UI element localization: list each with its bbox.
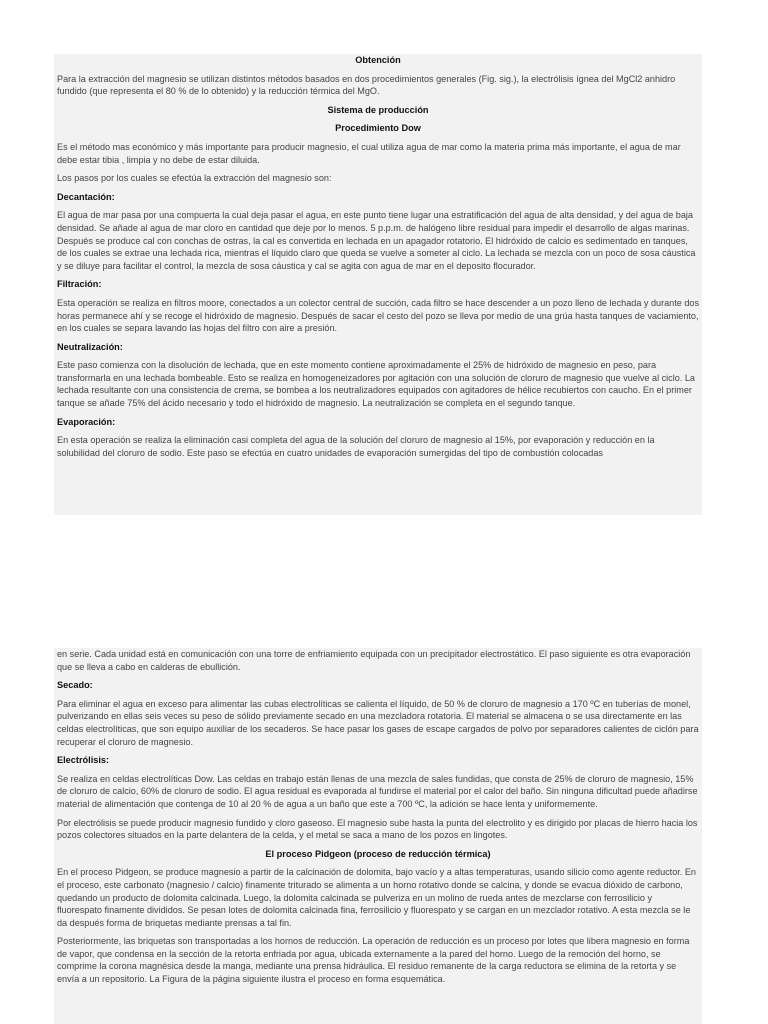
secado-paragraph: Para eliminar el agua en exceso para alimentar las cubas electrolíticas se calienta el líquido, de 50 % de cloruro de magnesio a 170 ºC en tuberías de monel, pulverizando en ellas seis veces su peso de sólido previamente secado en una mezcladora rotatoria. El material se almacena o se usa directamente en las celdas electrolíticas, que son equipo auxiliar de los secaderos. Se hace pasar los gases de escape cargados de polvo por separadores calientes de ciclón para recuperar el cloruro de magnesio. bbox=[57, 698, 699, 747]
decantacion-heading: Decantación: bbox=[57, 191, 115, 202]
page-title: Obtención bbox=[355, 55, 401, 65]
evaporacion-continued-paragraph: en serie. Cada unidad está en comunicación con una torre de enfriamiento equipada con un precipitador electrostático. El paso siguiente es otra evaporación que se lleva a cabo en calderas de ebullición. bbox=[57, 649, 691, 672]
steps-paragraph: Los pasos por los cuales se efectúa la extracción del magnesio son: bbox=[57, 173, 332, 184]
pidgeon-paragraph-1: En el proceso Pidgeon, se produce magnesio a partir de la calcinación de dolomita, bajo vacío y a altas temperaturas, usando silicio como agente reductor. En el proceso, este carbonato (magnesio / calcio) finamente triturado se alimenta a un horno rotativo donde se calcina, y donde se evacua dióxido de carbono, quedando un producto de dolomita calcinada. Luego, la dolomita calcinada se pulveriza en un molino de rueda antes de mezclarse con ferrosilicio y fluorespato finamente divididos. Se pesan lotes de dolomita calcinada fina, ferrosilicio y fluorespato y se cargan en un mezclador rotativo. A esta mezcla se le da después forma de briquetas mediante prensas a tal fin. bbox=[57, 867, 696, 928]
filtracion-paragraph: Esta operación se realiza en filtros moore, conectados a un colector central de succión, cada filtro se hace descender a un pozo lleno de lechada y durante dos horas permanece ahí y se recoge el hidróxido de magnesio. Después de sacar el cesto del pozo se lleva por medio de una grúa hasta tanques de vaciamiento, en los cuales se separa lavando las hojas del filtro con aire a presión. bbox=[57, 297, 700, 334]
electrolisis-paragraph-2: Por electrólisis se puede producir magnesio fundido y cloro gaseoso. El magnesio sube hasta la punta del electrolito y es dirigido por placas de hierro hacia los pozos colectores situados en la parte delantera de la celda, y el metal se saca a mano de los pozos en lingotes. bbox=[57, 817, 698, 841]
decantacion-paragraph: El agua de mar pasa por una compuerta la cual deja pasar el agua, en este punto tiene lugar una estratificación del agua de alta densidad, y del agua de baja densidad. Se añade al agua de mar cloro en cantidad que deje por lo menos. 5 p.p.m. de halógeno libre residual para impedir el desarrollo de algas marinas. Después se produce cal con conchas de ostras, la cal es convertida en lechada en un apagador rotatorio. El hidróxido de calcio es sedimentado en tanques, de los cuales se extrae una lechada rica, mientras el líquido claro que queda se vuelve a someter al ciclo. La lechada se mezcla con un poco de sosa cáustica y se diluye para facilitar el control, la mezcla de sosa cáustica y cal se agita con agua de mar en el deposito flocurador. bbox=[57, 210, 696, 271]
dow-paragraph: Es el método mas económico y más importante para producir magnesio, el cual utiliza agua de mar como la materia prima más importante, el agua de mar debe estar tibia , limpia y no debe de estar diluida. bbox=[57, 141, 681, 165]
page-2-content bbox=[54, 648, 702, 1024]
pidgeon-heading: El proceso Pidgeon (proceso de reducción térmica) bbox=[265, 848, 491, 859]
electrolisis-heading: Electrólisis: bbox=[57, 755, 110, 766]
electrolisis-paragraph-1: Se realiza en celdas electrolíticas Dow. Las celdas en trabajo están llenas de una mezcla de sales fundidas, que consta de 25% de cloruro de magnesio, 15% de cloruro de calcio, 60% de cloruro de sodio. El agua residual es evaporada al fundirse el material por el calor del baño. Sin ninguna dificultad puede añadirse material de alimentación que contenga de 10 al 20 % de agua a un baño que este a 700 ºC, la adición se hace lenta y uniformemente. bbox=[57, 773, 698, 809]
neutralizacion-paragraph: Este paso comienza con la disolución de lechada, que en este momento contiene aproximadamente el 25% de hidróxido de magnesio en peso, para transformarla en una lechada bombeable. Esto se realiza en homogeneizadores por agitación con una solución de cloruro de magnesio que vuelve al ciclo. La lechada resultante con una consistencia de crema, se bombea a los neutralizadores equipados con agitadores de hélice recubiertos con caucho. En el primer tanque se añade 75% del ácido necesario y todo el hidróxido de magnesio. La neutralización se completa en el segundo tanque. bbox=[57, 360, 695, 409]
pidgeon-paragraph-2: Posteriormente, las briquetas son transportadas a los hornos de reducción. La operación de reducción es un proceso por lotes que libera magnesio en forma de vapor, que condensa en la sección de la retorta enfriada por agua, ubicada externamente a la pared del horno. Luego de la remoción del horno, se comprime la corona magnésica desde la manga, mediante una prensa hidráulica. El residuo remanente de la carga reductora se elimina de la retorta y se envía a un repositorio. La Figura de la página siguiente ilustra el proceso en forma esquemática. bbox=[57, 936, 690, 985]
intro-paragraph: Para la extracción del magnesio se utilizan distintos métodos basados en dos procedimientos generales (Fig. sig.), la electrólisis ígnea del MgCl2 anhidro fundido (que representa el 80 % de lo obtenido) y la reducción térmica del MgO. bbox=[57, 73, 676, 97]
page-1-content bbox=[54, 54, 702, 515]
secado-heading: Secado: bbox=[57, 680, 93, 691]
evaporacion-heading: Evaporación: bbox=[57, 416, 116, 427]
neutralizacion-heading: Neutralización: bbox=[57, 341, 123, 352]
filtracion-heading: Filtración: bbox=[57, 279, 102, 290]
subsection-title: Procedimiento Dow bbox=[335, 123, 421, 134]
evaporacion-paragraph: En esta operación se realiza la eliminación casi completa del agua de la solución del cloruro de magnesio al 15%, por evaporación y reducción en la solubilidad del cloruro de sodio. Este paso se efectúa en cuatro unidades de evaporación sumergidas del tipo de combustión colocadas bbox=[57, 435, 655, 458]
section-title: Sistema de producción bbox=[327, 104, 429, 115]
